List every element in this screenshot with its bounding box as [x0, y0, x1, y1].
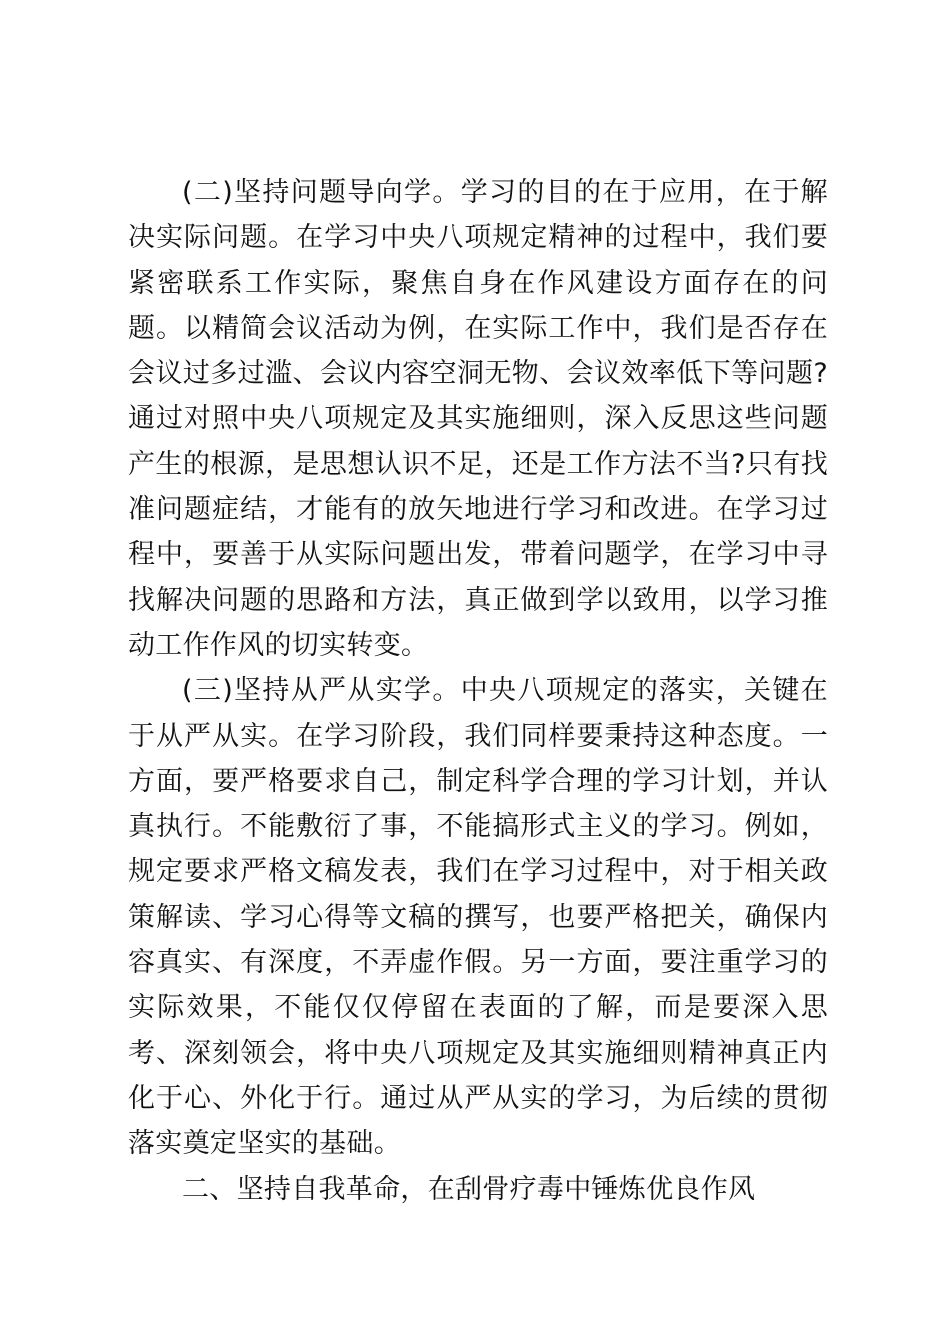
paragraph-problem-oriented-study: (二)坚持问题导向学。学习的目的在于应用，在于解决实际问题。在学习中央八项规定精神的过程中，我们要紧密联系工作实际，聚焦自身在作风建设方面存在的问题。以精简会议活动为例，在实际工作中，我们是否存在会议过多过滥、会议内容空洞无物、会议效率低下等问题?通过对照中央八项规定及其实施细则，深入反思这些问题产生的根源，是思想认识不足，还是工作方法不当?只有找准问题症结，才能有的放矢地进行学习和改进。在学习过程中，要善于从实际问题出发，带着问题学，在学习中寻找解决问题的思路和方法，真正做到学以致用，以学习推动工作作风的切实转变。 [128, 177, 828, 661]
document-body [128, 170, 828, 1212]
paragraph-strict-practical-study: (三)坚持从严从实学。中央八项规定的落实，关键在于从严从实。在学习阶段，我们同样要秉持这种态度。一方面，要严格要求自己，制定科学合理的学习计划，并认真执行。不能敷衍了事，不能搞形式主义的学习。例如，规定要求严格文稿发表，我们在学习过程中，对于相关政策解读、学习心得等文稿的撰写，也要严格把关，确保内容真实、有深度，不弄虚作假。另一方面，要注重学习的实际效果，不能仅仅停留在表面的了解，而是要深入思考、深刻领会，将中央八项规定及其实施细则精神真正内化于心、外化于行。通过从严从实的学习，为后续的贯彻落实奠定坚实的基础。 [128, 675, 828, 1160]
section-heading: 二、坚持自我革命，在刮骨疗毒中锤炼优良作风 [182, 1173, 756, 1205]
